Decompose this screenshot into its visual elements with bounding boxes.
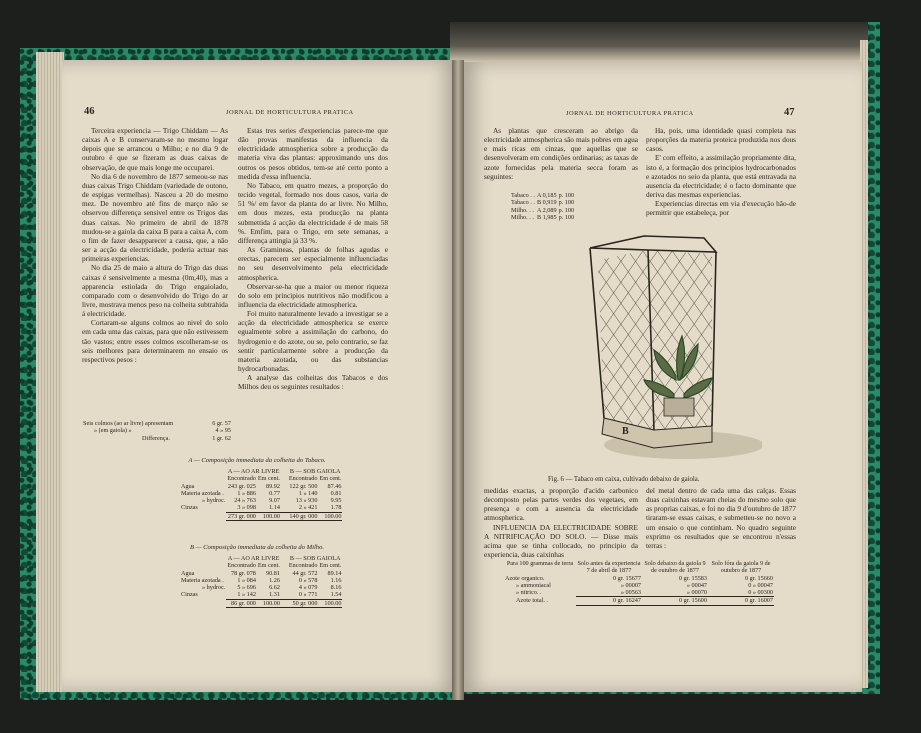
group-header: B — SOB GAIOLA: [289, 468, 341, 475]
paragraph: Experiencias directas em via d'execução hão-de permittir que estabeleça, por: [646, 199, 796, 218]
cell: 243 gr. 025: [227, 482, 256, 490]
table-header-row: [504, 560, 774, 575]
table-row: [504, 582, 774, 589]
cell: 1.54: [318, 591, 342, 599]
table-b: [180, 555, 342, 608]
cell: 140 gr. 000: [281, 512, 319, 520]
cell: 0 gr. 16247: [576, 597, 642, 605]
cell: 1.26: [269, 576, 280, 584]
table-a: [180, 468, 342, 521]
table-row: [82, 420, 232, 427]
paragraph: E' com effeito, a assimilação propriamente dita, isto é, a formação dos principios hydrocarbonados e azotados no seio da planta, que está entravada na ausencia da electricidade; é o facto dominante que deriva das mesmas experiencias.: [646, 153, 796, 200]
column-header: Solo fóra da gaiola 9 de outubro de 1877: [711, 560, 771, 575]
paragraph: Terceira experiencia — Trigo Chiddam — As caixas A e B conservaram-se no mesmo logar depois que se arrancou o Milho; e no dia 9 de outubro é que se fizeram as duas caixas de observação, de que mais longe me occuparei.: [82, 126, 228, 172]
cell: 1.16: [330, 576, 342, 584]
column-header: Encontrado: [227, 562, 256, 570]
row-label: Cinzas: [181, 504, 198, 512]
row-label: Cinzas: [181, 591, 198, 599]
column-header: Encontrado: [288, 475, 318, 483]
paragraph: As Gramineas, plantas de folhas agudas e erectas, parecem ser especialmente influenciadas no seu desenvolvimento pela electricidade atmospherica.: [238, 245, 388, 282]
table-row: [180, 591, 342, 599]
paragraph: Estas tres series d'experiencias parece-me que dão provas manifestas da influencia da electricidade atmospherica sobre a producção da materia viva das plantas: approximando uns dos outros os pesos obtidos, tem-se até certo ponto a medida d'essa influencia.: [238, 126, 388, 181]
table-row: [180, 570, 342, 577]
column-header: Em cent.: [257, 562, 280, 570]
cell: 3 » 098: [226, 504, 257, 512]
cell: 273 gr. 000: [227, 512, 256, 520]
column-header: Solo debaixo da gaiola 9 de outubro de 1877: [644, 560, 706, 575]
cell: p. 100: [558, 192, 575, 199]
cell: 90.81: [265, 569, 280, 577]
weight-value: 4 » 95: [215, 427, 231, 435]
cell: A 2,089: [536, 206, 557, 214]
cell: p. 100: [558, 199, 575, 207]
paragraph: medidas exactas, a proporção d'acido carbonico decomposto pelas partes verdes dos vegetaes, em presença e com a ausencia da electricidade atmospherica.: [484, 486, 638, 523]
table-row: [180, 490, 342, 497]
cell: 87.46: [327, 482, 342, 490]
row-label: Milho. . .: [511, 213, 534, 221]
row-label: Materia azotada .: [181, 489, 224, 497]
text-column-1-bottom: [484, 486, 638, 559]
cell: 8.16: [330, 584, 342, 592]
cell: B 0,919: [536, 199, 557, 207]
table-row: [180, 584, 342, 591]
cell: » 00007: [620, 581, 641, 589]
row-label: » ammoniacal: [516, 581, 551, 589]
column-header: Encontrado: [288, 562, 318, 570]
table-row: [510, 192, 575, 199]
cell: B 1,985: [536, 213, 557, 221]
cell: 9.95: [330, 497, 342, 505]
row-label: [180, 512, 226, 520]
paragraph: No dia 6 de novembro de 1877 semeou-se nas duas caixas Trigo Chiddam (variedade de outono, de espigas vermelhas). Nasceu a 20 do mesmo mez. De novembro até fins de março não se observou differença sensivel entre os Trigos das duas caixas. No primeiro de abril de 1878 mudou-se a gaiola da caixa B para a caixa A, com o fim de fazer desapparecer a causa, que, a não ser a acção da electricidade, poderia actuar nas primeiras experiencias.: [82, 171, 228, 264]
figure-letter: B: [622, 426, 629, 437]
page-edges-left: [36, 52, 64, 692]
row-label: Azote organico.: [505, 574, 545, 582]
azote-table: [510, 192, 575, 221]
paragraph: INFLUENCIA DA ELECTRICIDADE SOBRE A NITRIFICAÇÃO DO SOLO. — Disse mais acima que se tinha collocado, no principio da experiencia, duas caixinhas: [484, 522, 638, 560]
cell: 1.31: [257, 591, 281, 599]
cell: 0 gr. 15677: [612, 574, 641, 582]
paragraph: As plantas que cresceram ao abrigo da electricidade atmospherica são mais pobres em agua e mais ricas em cinzas, que aquellas que se desenvolveram em condições ordinarias; as taxas de azote fornecidas pela materia secca foram as seguintes:: [484, 126, 638, 181]
weight-label: Seis colmos (ao ar livre) apresentam: [83, 420, 174, 427]
table-row: [180, 504, 342, 512]
table-row: [510, 214, 575, 221]
paragraph: Foi muito naturalmente levado a investigar se a acção da electricidade atmospherica se exerce egualmente sobre a assimilação do carbono, do hydrogenio e do azote, ou se, pelo contrario, se faz sentir particularmente sobre a producção da materia azotada, ou das substancias hydrocarbonadas.: [238, 309, 388, 374]
weight-label: Differença.: [142, 434, 170, 442]
table-row: [510, 199, 575, 206]
page-number: 47: [784, 107, 795, 118]
table-row: [180, 577, 342, 584]
page-block-top-edge: [450, 22, 868, 62]
left-page: [62, 60, 458, 692]
cell: 0.77: [269, 489, 280, 497]
cell: 0 gr. 15600: [642, 597, 708, 605]
group-header: B — SOB GAIOLA: [289, 555, 341, 562]
table-a-caption: A — Composição immediata da colheita do Tabaco.: [188, 457, 326, 464]
row-label: Tabaco . .: [511, 199, 535, 207]
book-gutter: [452, 60, 464, 700]
cell: 0 gr. 15583: [678, 574, 707, 582]
table-row: [504, 589, 774, 597]
cell: 0.81: [330, 489, 342, 497]
right-page: [462, 62, 862, 692]
figure-caption: Fig. 6 — Tabaco em caixa, cultivado debaixo de gaiola.: [548, 476, 700, 483]
table-row: [504, 575, 774, 582]
row-label: » nitrico. .: [516, 589, 542, 597]
table-row: [180, 483, 342, 490]
paragraph: A analyse das colheitas dos Tabacos e dos Milhos deu os seguintes resultados :: [238, 373, 388, 392]
cell: 2 » 421: [281, 504, 319, 512]
weight-value: 1 gr. 62: [212, 434, 231, 442]
cell: 89.14: [327, 569, 342, 577]
paragraph: No Tabaco, em quatro mezes, a proporção do tecido vegetal, formado nos dous casos, varia de 51 %/ em favor da planta do ar livre. No Milho, em dous mezes, esta producção na planta submettida á acção da electricidade é de mais 58 %. Emfim, para o Trigo, em sete semanas, a differença attingia já 33 %.: [238, 180, 388, 245]
weight-value: 6 gr. 57: [212, 420, 231, 427]
cell: 24 » 763: [234, 497, 256, 505]
table-row: [82, 427, 232, 434]
paragraph: del metal dentro de cada uma das calças. Essas duas caixinhas estavam cheias do mesmo solo que as proprias caixas, e foi no dia 9 d'outubro de 1877 tiraram-se essas caixas, e submetteu-se no novo a um ensaio o que continham. No quadro seguinte exprimo os resultados que se encontrou n'essas terras :: [646, 486, 796, 550]
group-header: A — AO AR LIVRE: [227, 468, 280, 475]
row-label: Azote total. .: [516, 596, 548, 604]
table-header-row: [180, 555, 342, 562]
row-label: » hydroc.: [202, 497, 226, 505]
cell: » 00047: [686, 581, 707, 589]
row-label: Agua: [181, 482, 195, 490]
cell: 0 gr. 15660: [744, 574, 773, 582]
cell: 1 » 140: [298, 489, 318, 497]
cell: 1 » 084: [237, 576, 256, 584]
cell: 0 » 00300: [708, 589, 774, 597]
cell: 78 gr. 078: [230, 569, 256, 577]
table-row: [510, 207, 575, 214]
cell: 100.00: [257, 512, 281, 520]
cell: A 0,185: [536, 192, 557, 199]
page-number: 46: [84, 106, 95, 117]
cell: 0 gr. 16007: [708, 597, 774, 605]
paragraph: Cortaram-se alguns colmos ao nivel do solo em cada uma das caixas, para que não estivessem tão vastos; entre esses colmos escolheram-se os seis melhores para determinarem no ensaio os respectivos pesos :: [82, 318, 228, 364]
table-row: [82, 435, 232, 442]
cell: 122 gr. 500: [289, 482, 318, 490]
running-head: JORNAL DE HORTICULTURA PRATICA: [566, 110, 694, 117]
cell: 44 gr. 572: [292, 569, 318, 577]
text-column-2-top: [646, 126, 796, 218]
cell: 9.07: [269, 497, 280, 505]
cell: 100.00: [257, 599, 281, 607]
cell: 4 » 079: [298, 584, 318, 592]
cell: » 00070: [642, 589, 708, 597]
cell: 0 » 578: [298, 576, 318, 584]
running-head: JORNAL DE HORTICULTURA PRATICA: [226, 109, 354, 116]
column-header: Em cent.: [319, 475, 342, 483]
paragraph: No dia 25 de maio a altura do Trigo das duas caixas é sensivelmente a mesma (0m,40), mas a apparencia estiolada do Trigo engaiolado, comparado com o desenvolvido do Trigo do ar livre, mostrava menos peso na colheita subtrahida á electricidade.: [82, 263, 228, 319]
cell: 100.00: [318, 512, 342, 520]
cell: 1.78: [318, 504, 342, 512]
cell: 6.62: [269, 584, 280, 592]
column-header: Encontrado: [227, 475, 256, 483]
cell: 5 » 696: [237, 584, 256, 592]
soil-table: [504, 560, 774, 606]
row-label: Milho. . .: [511, 206, 534, 214]
row-label: Tabaco . .: [511, 192, 535, 199]
row-label: Materia azotada .: [181, 576, 224, 584]
cell: 100.00: [318, 599, 342, 607]
paragraph: Ha, pois, uma identidade quasi completa nas proporções da materia proteica produzida nos dous casos.: [646, 126, 796, 154]
cell: 89.92: [265, 482, 280, 490]
cell: p. 100: [558, 206, 575, 214]
table-subheader-row: [180, 562, 342, 569]
row-label: Agua: [181, 569, 195, 577]
cell: 0 » 00047: [748, 581, 773, 589]
cell: 50 gr. 000: [281, 599, 319, 607]
text-column-2: [238, 126, 388, 392]
text-column-2-bottom: [646, 486, 796, 550]
text-column-1: [82, 126, 228, 364]
cell: 0 » 771: [281, 591, 319, 599]
table-total-row: [180, 599, 342, 607]
column-header: Em cent.: [257, 475, 280, 483]
table-row: [180, 497, 342, 504]
cell: 1 » 886: [237, 489, 256, 497]
weights-table: [82, 420, 232, 442]
paragraph: Observar-se-ha que a maior ou menor riqueza do solo em principios nutritivos não modificou a influencia da electricidade atmospherica.: [238, 281, 388, 309]
group-header: A — AO AR LIVRE: [227, 555, 280, 562]
cell: » 00563: [576, 589, 642, 597]
cell: 13 » 930: [295, 497, 318, 505]
cell: p. 100: [558, 213, 575, 221]
cell: 1.14: [257, 504, 281, 512]
text-column-1-top: [484, 126, 638, 181]
weight-label: » (em gaiola) »: [94, 427, 132, 435]
cage-illustration: [584, 230, 762, 470]
table-total-row: [180, 512, 342, 520]
row-label: [180, 599, 226, 607]
table-header-row: [180, 468, 342, 475]
table-b-caption: B — Composição immediata da colheita do Milho.: [189, 544, 325, 551]
cell: 86 gr. 000: [226, 599, 257, 607]
column-header: Em cent.: [319, 562, 342, 570]
cell: 1 » 142: [226, 591, 257, 599]
table-subheader-row: [180, 475, 342, 482]
column-header: Solo antes da experiencia 7 de abril de 1877: [577, 560, 641, 575]
table-total-row: [504, 597, 774, 605]
row-label: » hydroc.: [202, 584, 226, 592]
column-header: Para 100 grammas de terra: [506, 560, 574, 567]
